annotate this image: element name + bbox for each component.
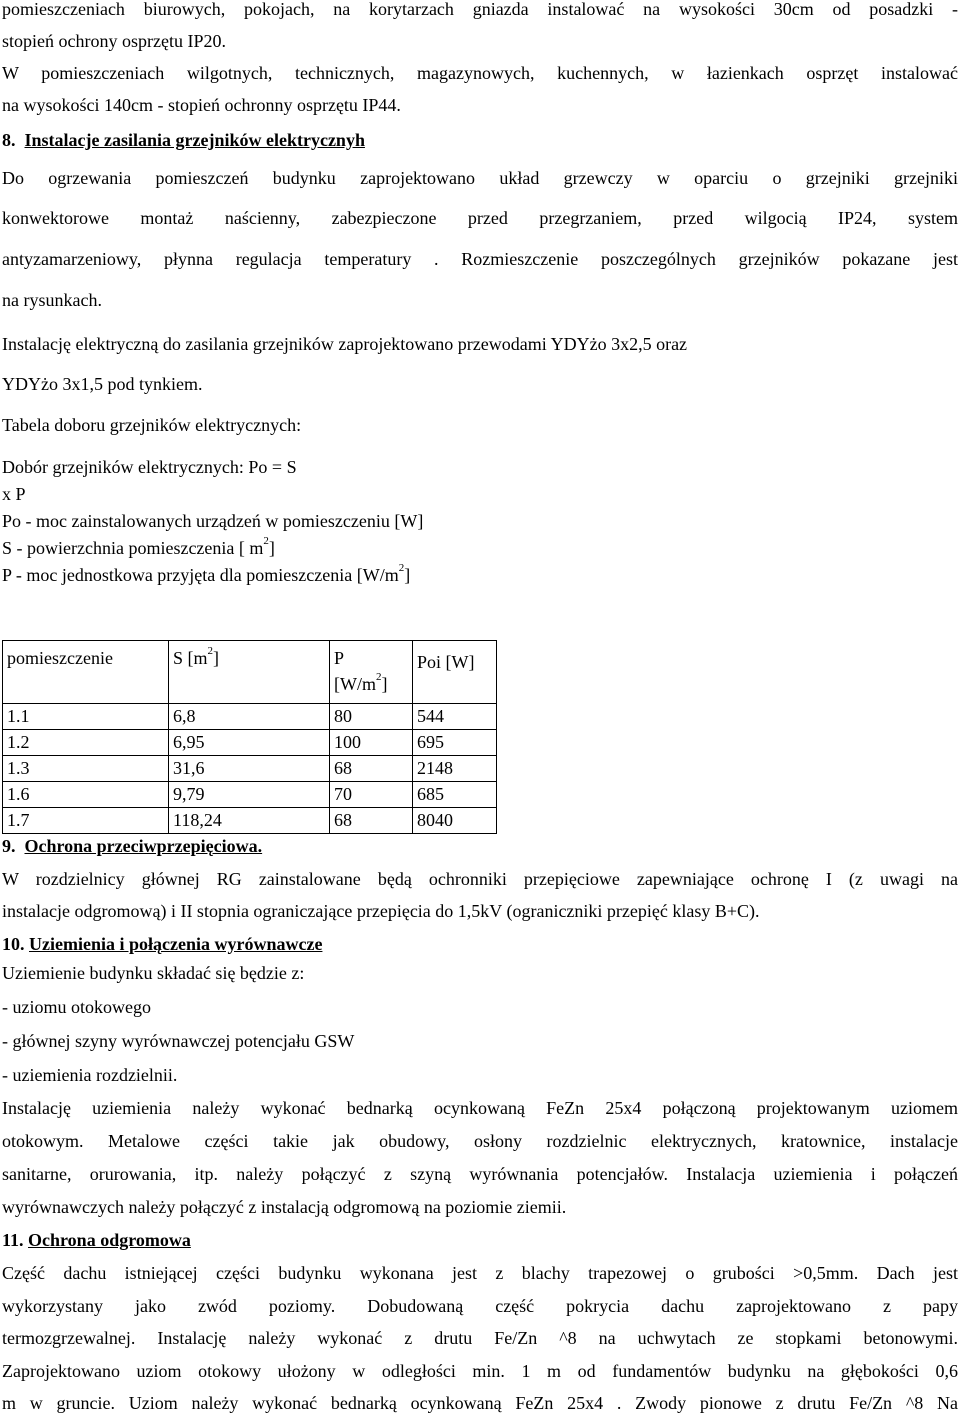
table-intro: Tabela doboru grzejników elektrycznych: bbox=[2, 415, 302, 435]
section-8-p1-line-2: konwektorowe montaż naścienny, zabezpieczone przed przegrzaniem, przed wilgocią IP24, system bbox=[2, 208, 958, 228]
header-area bbox=[169, 641, 330, 704]
header-unit-power-symbol: P bbox=[334, 648, 345, 668]
table-cell: 9,79 bbox=[169, 782, 330, 808]
table-row bbox=[3, 808, 497, 834]
table-cell: 685 bbox=[413, 782, 497, 808]
table-row bbox=[3, 782, 497, 808]
section-11-title: Ochrona odgromowa bbox=[28, 1230, 191, 1250]
definition-p-superscript: 2 bbox=[398, 562, 405, 574]
table-cell: 118,24 bbox=[169, 808, 330, 834]
table-row bbox=[3, 756, 497, 782]
section-10-p-line-2: otokowym. Metalowe części takie jak obudowy, osłony rozdzielnic elektrycznych, kratownice, instalacje bbox=[2, 1131, 958, 1151]
section-10-intro: Uziemienie budynku składać się będzie z: bbox=[2, 963, 305, 983]
section-8-title: Instalacje zasilania grzejników elektrycznyh bbox=[24, 130, 365, 150]
section-9-line-1: W rozdzielnicy głównej RG zainstalowane będą ochronniki przepięciowe zapewniające ochronę I (z uwagi na bbox=[2, 869, 958, 889]
table-header-row bbox=[3, 641, 497, 704]
header-area-bracket: ] bbox=[213, 648, 220, 668]
header-unit-power bbox=[330, 641, 413, 704]
header-installed-power-text: Poi [W] bbox=[417, 652, 475, 672]
table-cell: 695 bbox=[413, 730, 497, 756]
section-10-number: 10. bbox=[2, 934, 25, 954]
table-cell: 68 bbox=[330, 808, 413, 834]
table-cell: 80 bbox=[330, 704, 413, 730]
table-cell: 1.1 bbox=[3, 704, 169, 730]
header-unit-power-superscript: 2 bbox=[376, 671, 382, 683]
formula-line-1: Dobór grzejników elektrycznych: Po = S bbox=[2, 457, 297, 477]
grounding-item-2: - głównej szyny wyrównawczej potencjału GSW bbox=[2, 1031, 355, 1051]
header-unit-power-bracket: ] bbox=[381, 674, 388, 694]
intro-line-4: na wysokości 140cm - stopień ochronny osprzętu IP44. bbox=[2, 95, 401, 115]
section-11-line-2: wykorzystany jako zwód poziomy. Dobudowaną część pokrycia dachu zaprojektowano z papy bbox=[2, 1296, 958, 1316]
table-cell: 6,8 bbox=[169, 704, 330, 730]
table-cell: 8040 bbox=[413, 808, 497, 834]
formula-line-2: x P bbox=[2, 484, 26, 504]
definition-s-superscript: 2 bbox=[263, 535, 269, 547]
section-10-title: Uziemienia i połączenia wyrównawcze bbox=[29, 934, 323, 954]
table-cell: 70 bbox=[330, 782, 413, 808]
header-area-superscript: 2 bbox=[207, 645, 214, 657]
header-area-text: S [m bbox=[173, 648, 208, 668]
section-9-line-2: instalacje odgromową) i II stopnia ograniczające przepięcia do 1,5kV (ograniczniki przepięć klasy B+C). bbox=[2, 901, 760, 921]
table-cell: 1.7 bbox=[3, 808, 169, 834]
section-8-heading bbox=[2, 131, 365, 149]
table-cell: 6,95 bbox=[169, 730, 330, 756]
section-11-line-4: Zaprojektowano uziom otokowy ułożony w odległości min. 1 m od fundamentów budynku na głębokości 0,6 bbox=[2, 1361, 958, 1381]
table-cell: 1.3 bbox=[3, 756, 169, 782]
definition-s-bracket: ] bbox=[268, 538, 275, 558]
section-8-p2-line-2: YDYżo 3x1,5 pod tynkiem. bbox=[2, 374, 203, 394]
header-unit-power-unit: [W/m bbox=[334, 674, 376, 694]
section-10-p-line-4: wyrównawczych należy połączyć z instalacją odgromową na poziomie ziemii. bbox=[2, 1197, 567, 1217]
section-11-line-5: m w gruncie. Uziom należy wykonać bednarką ocynkowaną FeZn 25x4 . Zwody pionowe z drutu Fe/Zn ^8 Na bbox=[2, 1393, 958, 1413]
table-cell: 544 bbox=[413, 704, 497, 730]
section-11-line-1: Część dachu istniejącej części budynku wykonana jest z blachy trapezowej o grubości >0,5mm. Dach jest bbox=[2, 1263, 958, 1283]
section-11-line-3: termozgrzewalnej. Instalację należy wykonać z drutu Fe/Zn ^8 na uchwytach ze stopkami betonowymi. bbox=[2, 1328, 958, 1348]
section-11-number: 11. bbox=[2, 1230, 24, 1250]
table-cell: 68 bbox=[330, 756, 413, 782]
definition-po: Po - moc zainstalowanych urządzeń w pomieszczeniu [W] bbox=[2, 511, 424, 531]
table-cell: 100 bbox=[330, 730, 413, 756]
definition-p bbox=[2, 562, 411, 585]
section-9-title: Ochrona przeciwprzepięciowa. bbox=[24, 836, 263, 856]
section-8-p1-line-3: antyzamarzeniowy, płynna regulacja temperatury . Rozmieszczenie poszczególnych grzejników pokazane jest bbox=[2, 249, 958, 269]
header-room: pomieszczenie bbox=[3, 641, 169, 704]
heater-selection-table bbox=[2, 640, 497, 834]
definition-s bbox=[2, 535, 275, 558]
section-8-p2-line-1: Instalację elektryczną do zasilania grzejników zaprojektowano przewodami YDYżo 3x2,5 oraz bbox=[2, 334, 688, 354]
intro-line-2: stopień ochrony osprzętu IP20. bbox=[2, 31, 226, 51]
intro-line-1: pomieszczeniach biurowych, pokojach, na korytarzach gniazda instalować na wysokości 30cm od posadzki - bbox=[2, 0, 958, 19]
table-row bbox=[3, 704, 497, 730]
section-8-number: 8. bbox=[2, 130, 16, 150]
table-cell: 1.2 bbox=[3, 730, 169, 756]
section-9-number: 9. bbox=[2, 836, 16, 856]
section-8-p1-line-4: na rysunkach. bbox=[2, 290, 102, 310]
section-8-p1-line-1: Do ogrzewania pomieszczeń budynku zaprojektowano układ grzewczy w oparciu o grzejniki grzejniki bbox=[2, 168, 958, 188]
section-10-p-line-1: Instalację uziemienia należy wykonać bednarką ocynkowaną FeZn 25x4 połączoną projektowanym uziomem bbox=[2, 1098, 958, 1118]
definition-p-bracket: ] bbox=[404, 565, 411, 585]
grounding-item-3: - uziemienia rozdzielnii. bbox=[2, 1065, 178, 1085]
definition-s-text: S - powierzchnia pomieszczenia [ m bbox=[2, 538, 264, 558]
section-11-heading bbox=[2, 1231, 191, 1249]
table-row bbox=[3, 730, 497, 756]
header-installed-power bbox=[413, 641, 497, 704]
section-10-heading bbox=[2, 935, 322, 953]
intro-line-3: W pomieszczeniach wilgotnych, technicznych, magazynowych, kuchennych, w łazienkach osprzęt instalować bbox=[2, 63, 958, 83]
section-10-p-line-3: sanitarne, orurowania, itp. należy połączyć z szyną wyrównania potencjałów. Instalacja uziemienia i połączeń bbox=[2, 1164, 958, 1184]
definition-p-text: P - moc jednostkowa przyjęta dla pomieszczenia [W/m bbox=[2, 565, 399, 585]
table-cell: 1.6 bbox=[3, 782, 169, 808]
grounding-item-1: - uziomu otokowego bbox=[2, 997, 151, 1017]
section-9-heading bbox=[2, 837, 262, 855]
table-cell: 2148 bbox=[413, 756, 497, 782]
table-cell: 31,6 bbox=[169, 756, 330, 782]
